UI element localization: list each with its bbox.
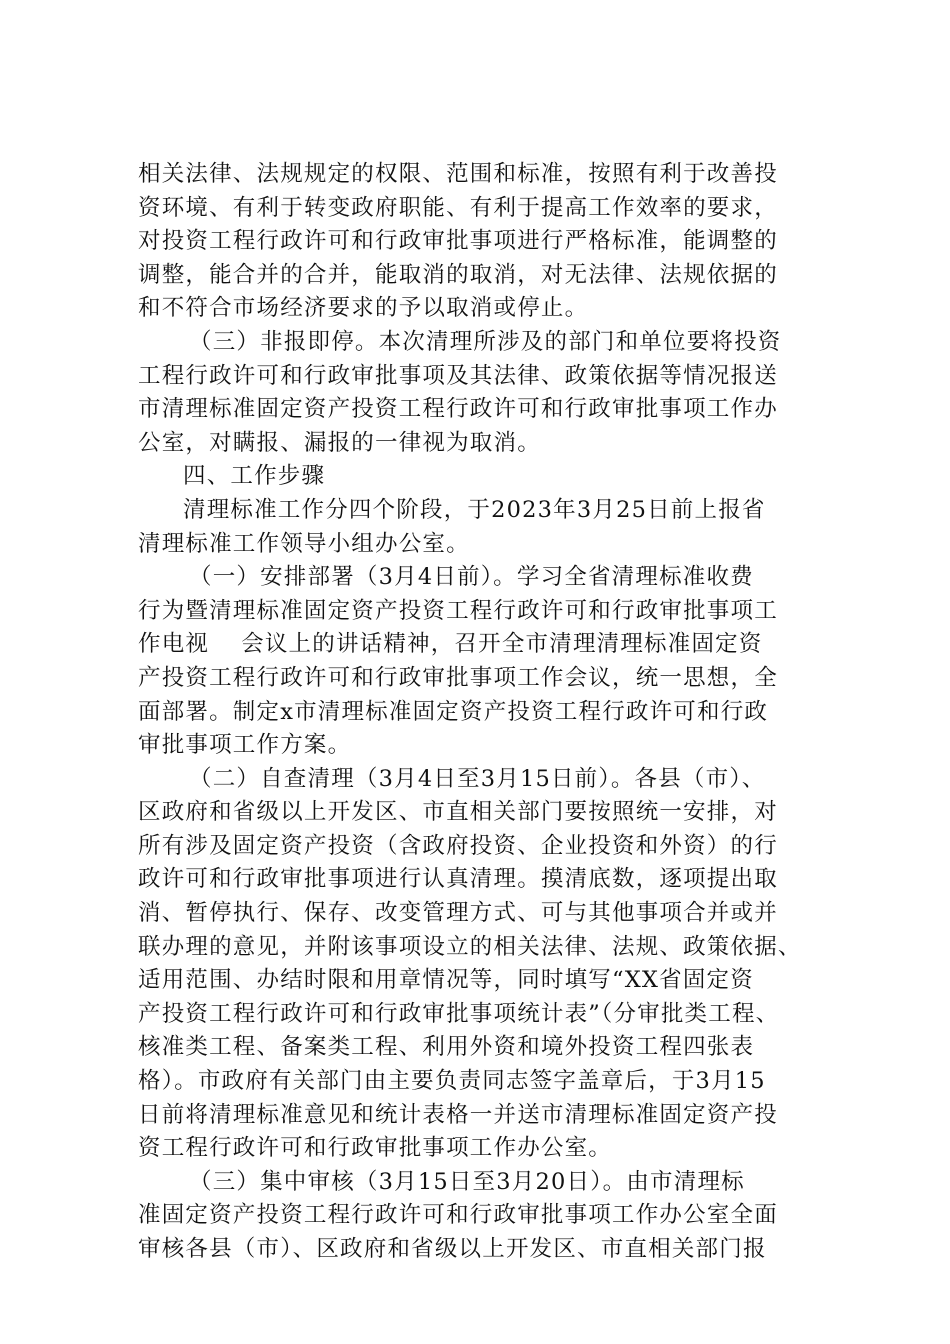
text-line: 政许可和行政审批事项进行认真清理。摸清底数，逐项提出取	[138, 866, 778, 893]
text-line: 对投资工程行政许可和行政审批事项进行严格标准，能调整的	[138, 228, 778, 255]
text-line: 产投资工程行政许可和行政审批事项统计表”（分审批类工程、	[138, 1000, 780, 1027]
text-line: 区政府和省级以上开发区、市直相关部门要按照统一安排，对	[138, 799, 778, 826]
text-line: （一）安排部署（3月4日前）。学习全省清理标准收费	[189, 564, 754, 591]
text-line: 调整，能合并的合并，能取消的取消，对无法律、法规依据的	[138, 261, 778, 288]
text-line: 联办理的意见，并附该事项设立的相关法律、法规、政策依据、	[138, 933, 802, 960]
text-line: 产投资工程行政许可和行政审批事项工作会议，统一思想，全	[138, 664, 778, 691]
text-line: 核准类工程、备案类工程、利用外资和境外投资工程四张表	[138, 1034, 755, 1061]
text-line: 清理标准工作领导小组办公室。	[138, 530, 470, 557]
text-line: 适用范围、办结时限和用章情况等，同时填写“XX省固定资	[138, 967, 754, 994]
text-line: （三）非报即停。本次清理所涉及的部门和单位要将投资	[189, 328, 782, 355]
text-line: 审核各县（市）、区政府和省级以上开发区、市直相关部门报	[138, 1236, 767, 1262]
text-line: 公室，对瞒报、漏报的一律视为取消。	[138, 429, 541, 456]
text-line: 相关法律、法规规定的权限、范围和标准，按照有利于改善投	[138, 161, 778, 187]
text-line: 准固定资产投资工程行政许可和行政审批事项工作办公室全面	[138, 1202, 778, 1229]
text-line: 消、暂停执行、保存、改变管理方式、可与其他事项合并或并	[138, 900, 778, 927]
document-body	[138, 158, 828, 1267]
text-line: （二）自查清理（3月4日至3月15日前）。各县（市）、	[189, 765, 766, 792]
text-line: 资环境、有利于转变政府职能、有利于提高工作效率的要求，	[138, 194, 778, 221]
text-line: 清理标准工作分四个阶段，于2023年3月25日前上报省	[183, 496, 766, 523]
text-line: 所有涉及固定资产投资（含政府投资、企业投资和外资）的行	[138, 832, 778, 859]
text-line: 作电视 会议上的讲话精神，召开全市清理清理标准固定资	[138, 631, 763, 658]
text-line: 市清理标准固定资产投资工程行政许可和行政审批事项工作办	[138, 396, 778, 423]
text-line: （三）集中审核（3月15日至3月20日）。由市清理标	[189, 1168, 745, 1195]
text-line: 资工程行政许可和行政审批事项工作办公室。	[138, 1135, 613, 1162]
text-line: 工程行政许可和行政审批事项及其法律、政策依据等情况报送	[138, 362, 778, 389]
text-line: 行为暨清理标准固定资产投资工程行政许可和行政审批事项工	[138, 597, 778, 624]
text-line: 日前将清理标准意见和统计表格一并送市清理标准固定资产投	[138, 1101, 778, 1128]
text-line: 四、工作步骤	[183, 463, 326, 490]
text-line: 格）。市政府有关部门由主要负责同志签字盖章后，于3月15	[138, 1068, 766, 1095]
text-line: 面部署。制定x市清理标准固定资产投资工程行政许可和行政	[138, 698, 769, 725]
text-line: 审批事项工作方案。	[138, 732, 352, 759]
text-line: 和不符合市场经济要求的予以取消或停止。	[138, 295, 589, 322]
